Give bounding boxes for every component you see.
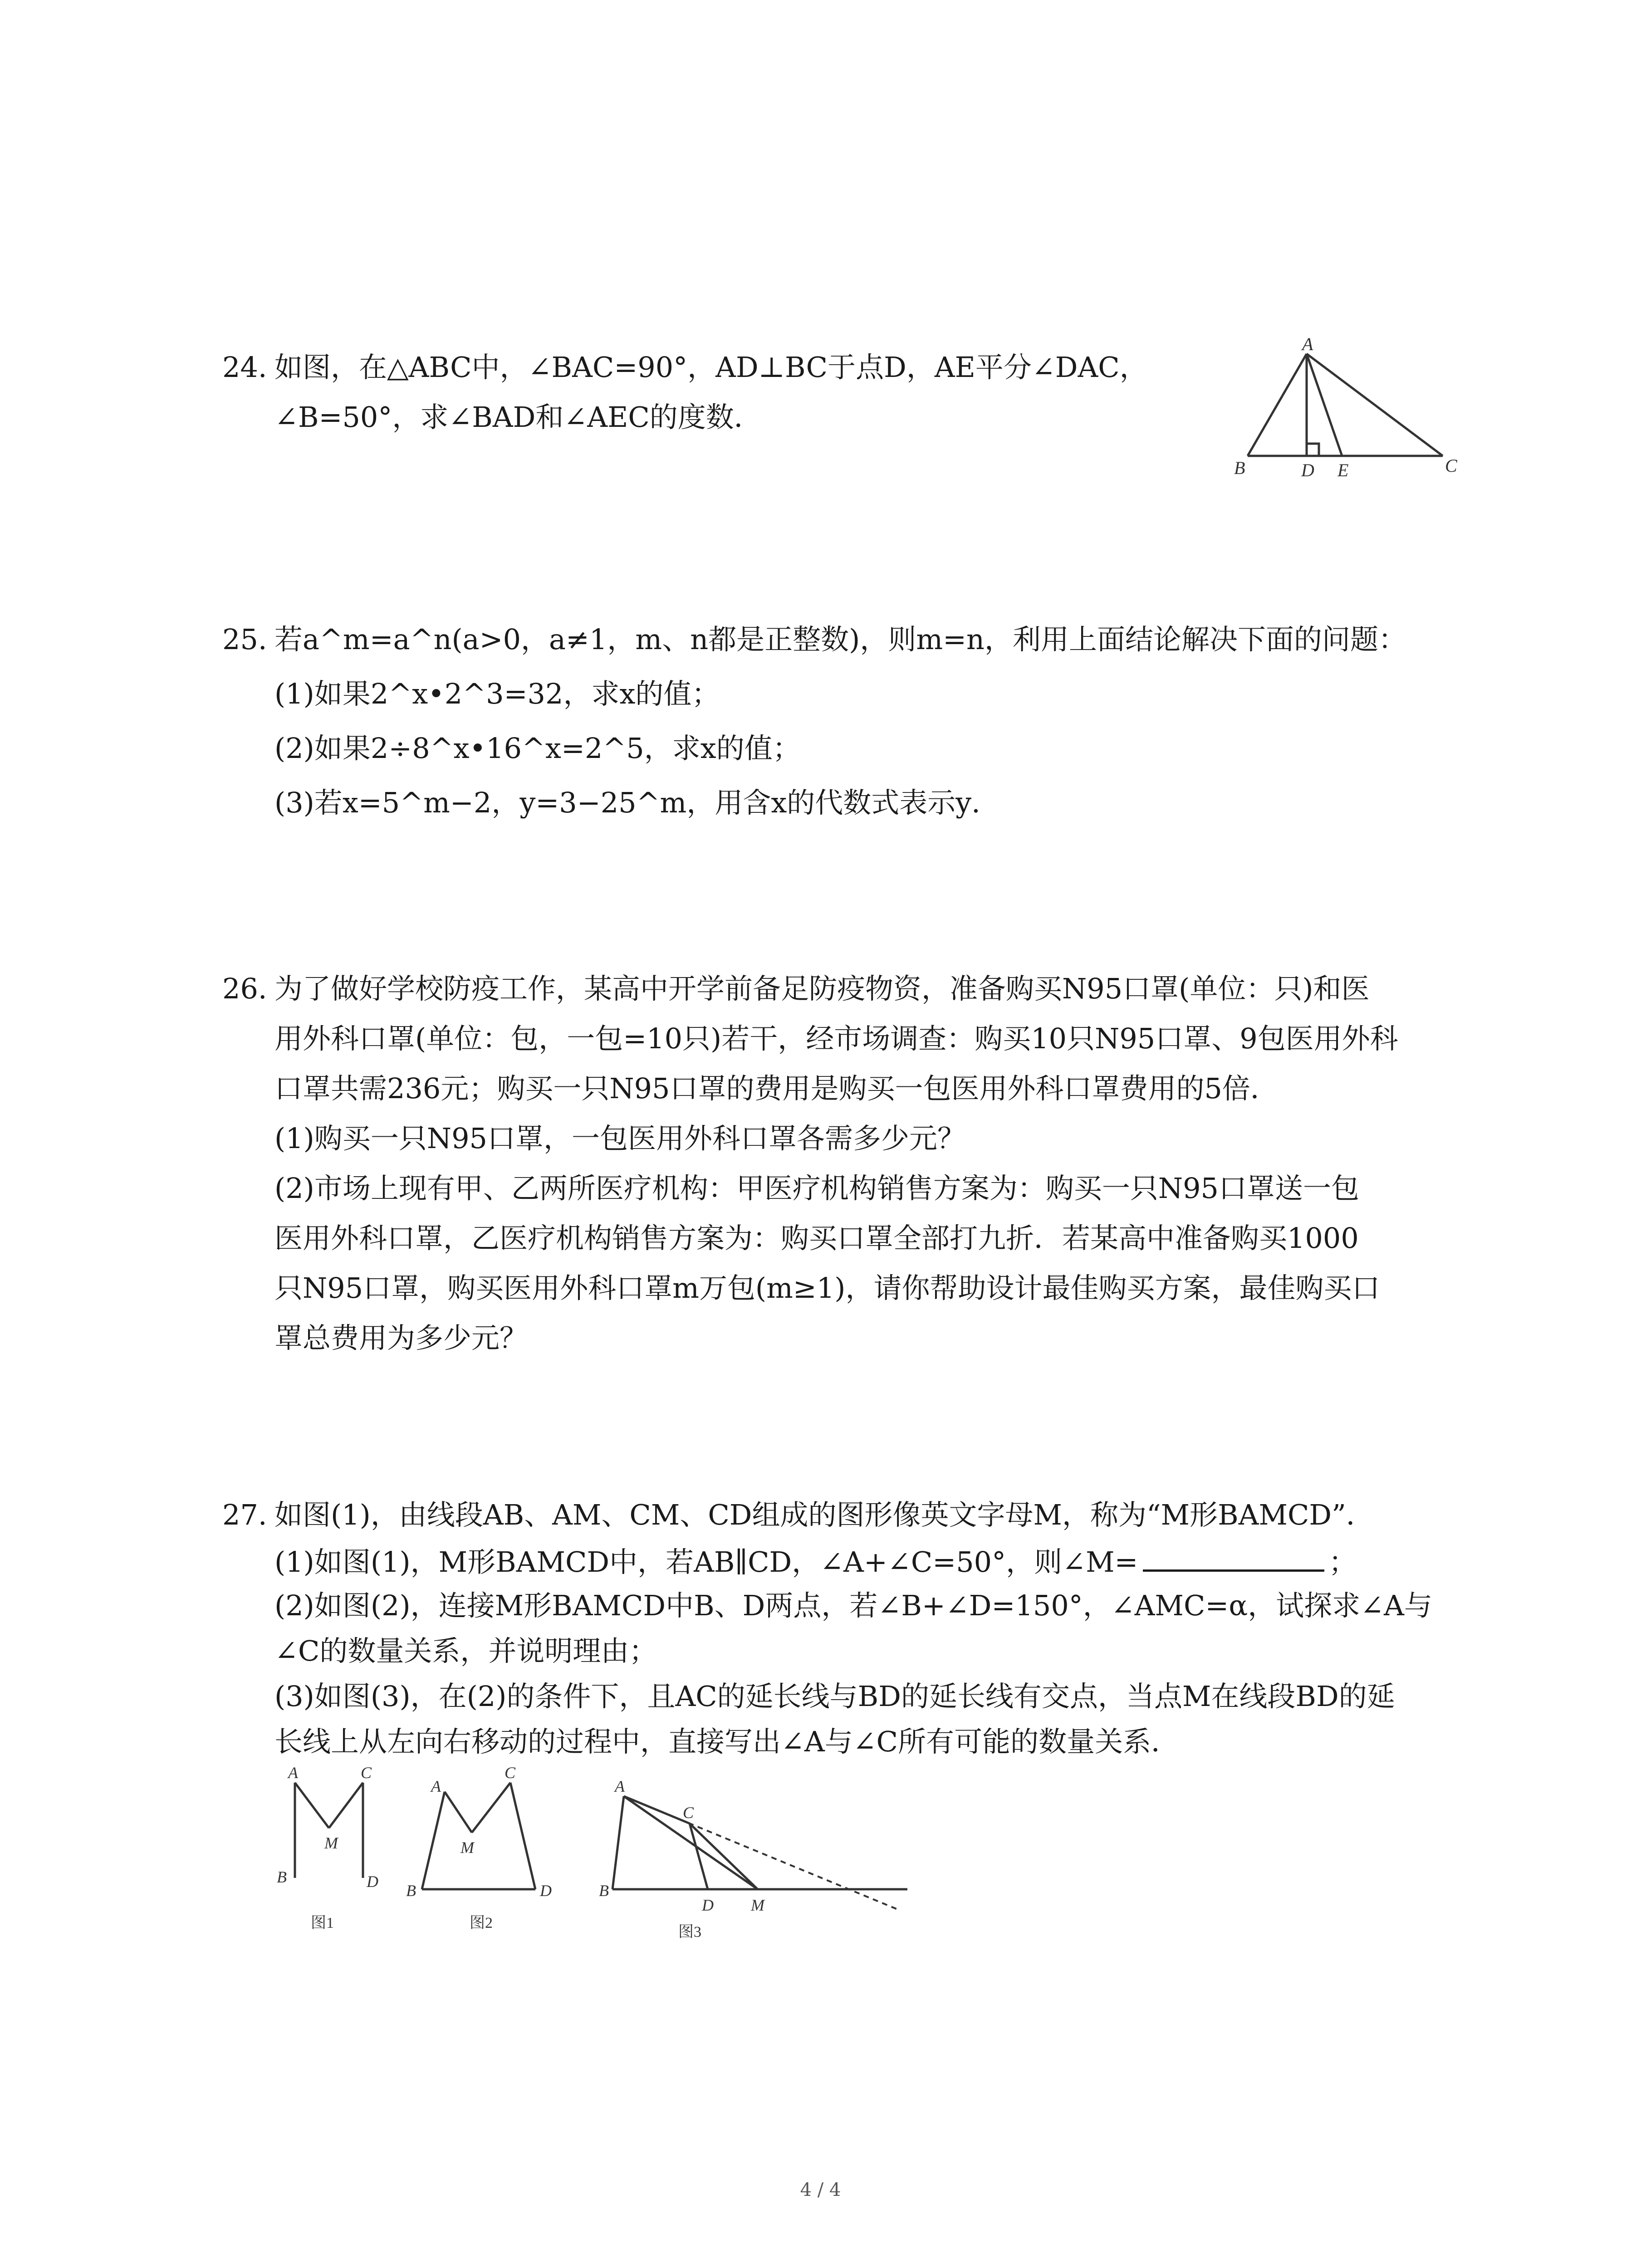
figure-caption: 图3	[678, 1924, 701, 1941]
question-part-2: (2)如果2÷8^x•16^x=2^5，求x的值；	[274, 732, 801, 765]
label-m: M	[324, 1834, 338, 1852]
label-a: A	[615, 1777, 625, 1795]
question-text-line: 为了做好学校防疫工作，某高中开学前备足防疫物资，准备购买N95口罩(单位：只)和医	[274, 972, 1370, 1005]
question-part-2: (2)市场上现有甲、乙两所医疗机构：甲医疗机构销售方案为：购买一只N95口罩送一包	[274, 1172, 1359, 1205]
question-part-1: (1)如果2^x•2^3=32，求x的值；	[274, 677, 720, 710]
question-text-line: 医用外科口罩，乙医疗机构销售方案为：购买口罩全部打九折．若某高中准备购买1000	[274, 1222, 1359, 1255]
label-m: M	[751, 1896, 764, 1914]
question-text-line: ∠C的数量关系，并说明理由；	[274, 1634, 657, 1667]
triangle-abc-figure	[1216, 336, 1470, 485]
label-m: M	[460, 1838, 474, 1857]
question-text-line: 只N95口罩，购买医用外科口罩m万包(m≥1)，请你帮助设计最佳购买方案，最佳购买口	[274, 1271, 1380, 1305]
part-1-end: ；	[1328, 1545, 1357, 1579]
figure-3	[576, 1765, 921, 1960]
label-b: B	[1234, 458, 1245, 478]
question-part-1: (1)购买一只N95口罩，一包医用外科口罩各需多少元？	[274, 1122, 965, 1155]
question-text-line: 如图，在△ABC中，∠BAC=90°，AD⊥BC于点D，AE平分∠DAC，	[274, 351, 1148, 384]
question-part-1	[274, 1542, 1357, 1580]
label-b: B	[599, 1882, 609, 1900]
figure-caption: 图1	[311, 1915, 334, 1931]
question-part-3: (3)如图(3)，在(2)的条件下，且AC的延长线与BD的延长线有交点，当点M在线段BD的延	[274, 1680, 1395, 1713]
figure-1	[268, 1765, 404, 1960]
label-c: C	[683, 1804, 694, 1822]
label-d: D	[540, 1882, 552, 1900]
question-number: 24.	[222, 351, 267, 384]
part-1-text: (1)如图(1)，M形BAMCD中，若AB∥CD，∠A+∠C=50°，则∠M=	[274, 1545, 1138, 1579]
question-text-line: ∠B=50°，求∠BAD和∠AEC的度数．	[274, 401, 762, 434]
label-e: E	[1337, 460, 1349, 480]
question-text-line: 若a^m=a^n(a>0，a≠1，m、n都是正整数)，则m=n，利用上面结论解决下面的问题：	[274, 623, 1406, 656]
label-a: A	[1302, 336, 1313, 354]
label-d: D	[702, 1896, 714, 1914]
label-c: C	[361, 1765, 372, 1782]
answer-blank[interactable]	[1143, 1542, 1324, 1572]
label-d: D	[367, 1872, 378, 1891]
question-text-line: 罩总费用为多少元？	[274, 1321, 528, 1354]
question-number: 26.	[222, 972, 267, 1005]
question-text-line: 如图(1)，由线段AB、AM、CM、CD组成的图形像英文字母M，称为“M形BAMCD”．	[274, 1498, 1374, 1531]
figure-2	[399, 1765, 572, 1960]
label-c: C	[1445, 455, 1457, 476]
label-a: A	[288, 1765, 298, 1782]
label-b: B	[277, 1868, 287, 1886]
label-b: B	[406, 1882, 416, 1900]
label-d: D	[1301, 460, 1314, 480]
question-number: 27.	[222, 1498, 267, 1531]
question-part-3: (3)若x=5^m−2，y=3−25^m，用含x的代数式表示y．	[274, 786, 1000, 819]
page-number: 4 / 4	[800, 2180, 841, 2200]
question-text-line: 长线上从左向右移动的过程中，直接写出∠A与∠C所有可能的数量关系．	[274, 1725, 1180, 1758]
label-a: A	[431, 1777, 441, 1795]
question-text-line: 用外科口罩(单位：包，一包=10只)若干，经市场调查：购买10只N95口罩、9包医用外科	[274, 1022, 1398, 1055]
question-part-2: (2)如图(2)，连接M形BAMCD中B、D两点，若∠B+∠D=150°，∠AMC=α，试探求∠A与	[274, 1589, 1432, 1622]
label-c: C	[505, 1765, 516, 1782]
question-text-line: 口罩共需236元；购买一只N95口罩的费用是购买一包医用外科口罩费用的5倍．	[274, 1072, 1279, 1105]
figure-caption: 图2	[470, 1915, 493, 1931]
question-number: 25.	[222, 623, 267, 656]
